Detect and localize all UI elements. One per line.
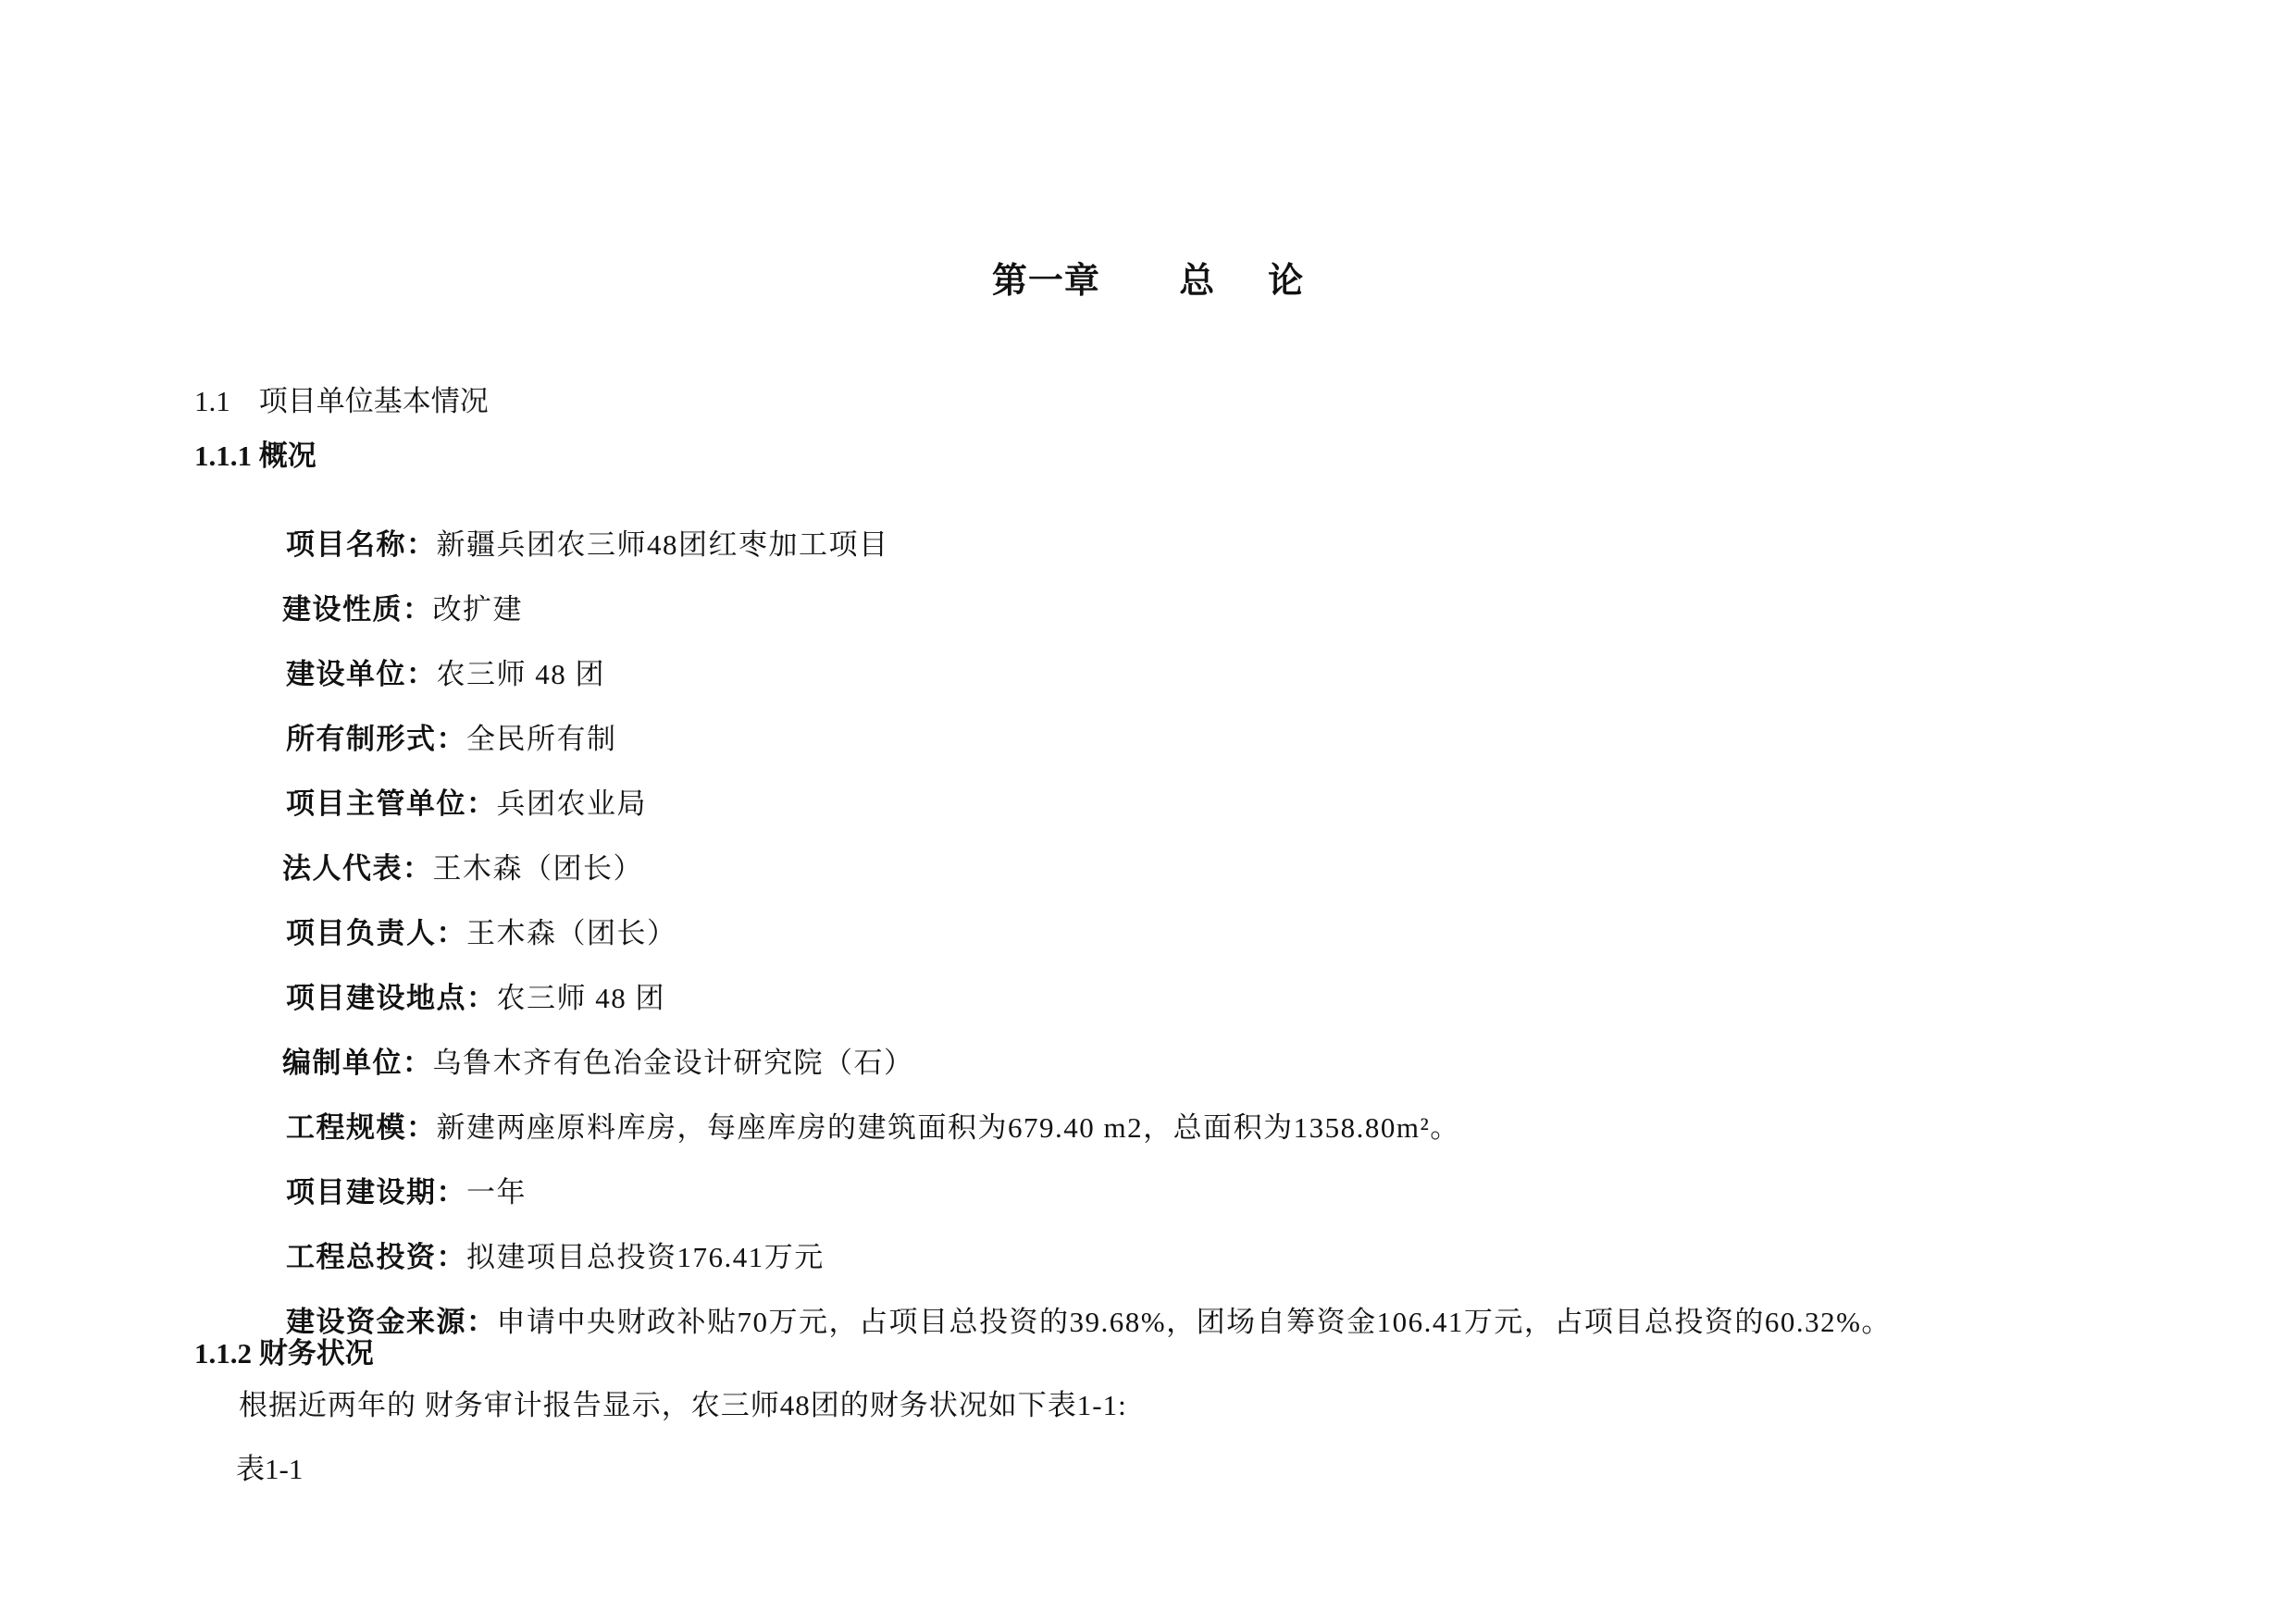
field-value: 农三师 48 团 [436,658,605,690]
field-value: 王木森（团长） [466,917,677,949]
field-value: 兵团农业局 [496,787,647,820]
field-label: 编制单位： [282,1047,433,1079]
section-heading-1-1 [194,378,489,419]
financial-status-paragraph: 根据近两年的 财务审计报告显示，农三师48团的财务状况如下表1-1: [239,1389,1127,1421]
section-number: 1.1 [194,385,230,417]
field-label: 项目建设地点： [286,982,497,1014]
subsection-heading-1-1-1: 1.1.1 概况 [194,440,316,472]
field-label: 项目名称： [286,528,437,561]
field-value: 新疆兵团农三师48团红枣加工项目 [436,528,889,561]
field-value: 改扩建 [432,593,523,626]
field-funding-source [252,1265,1892,1373]
field-label: 项目主管单位： [286,787,497,820]
section-title: 项目单位基本情况 [258,385,489,417]
field-label: 工程总投资： [286,1241,466,1273]
field-label: 法人代表： [282,852,433,885]
field-label: 项目建设期： [286,1176,466,1209]
field-label: 建设性质： [282,593,433,626]
field-value: 全民所有制 [466,723,617,755]
field-label: 工程规模： [286,1111,437,1144]
field-label: 项目负责人： [286,917,466,949]
field-label: 建设资金来源： [286,1306,497,1338]
field-value: 申请中央财政补贴70万元，占项目总投资的39.68%，团场自筹资金106.41万元，占项目总投资的60.32%。 [496,1306,1892,1338]
table-caption: 表1-1 [236,1453,304,1485]
field-value: 新建两座原料库房，每座库房的建筑面积为679.40 m2，总面积为1358.80m²。 [436,1111,1460,1144]
field-value: 一年 [466,1176,527,1209]
field-value: 乌鲁木齐有色冶金设计研究院（石） [432,1047,914,1079]
subsection-heading-1-1-2: 1.1.2 财务状况 [194,1337,374,1370]
field-label: 建设单位： [286,658,437,690]
field-value: 王木森（团长） [432,852,643,885]
field-value: 农三师 48 团 [496,982,665,1014]
chapter-title: 第一章 总 论 [991,260,1305,301]
field-value: 拟建项目总投资176.41万元 [466,1241,825,1273]
field-label: 所有制形式： [286,723,466,755]
